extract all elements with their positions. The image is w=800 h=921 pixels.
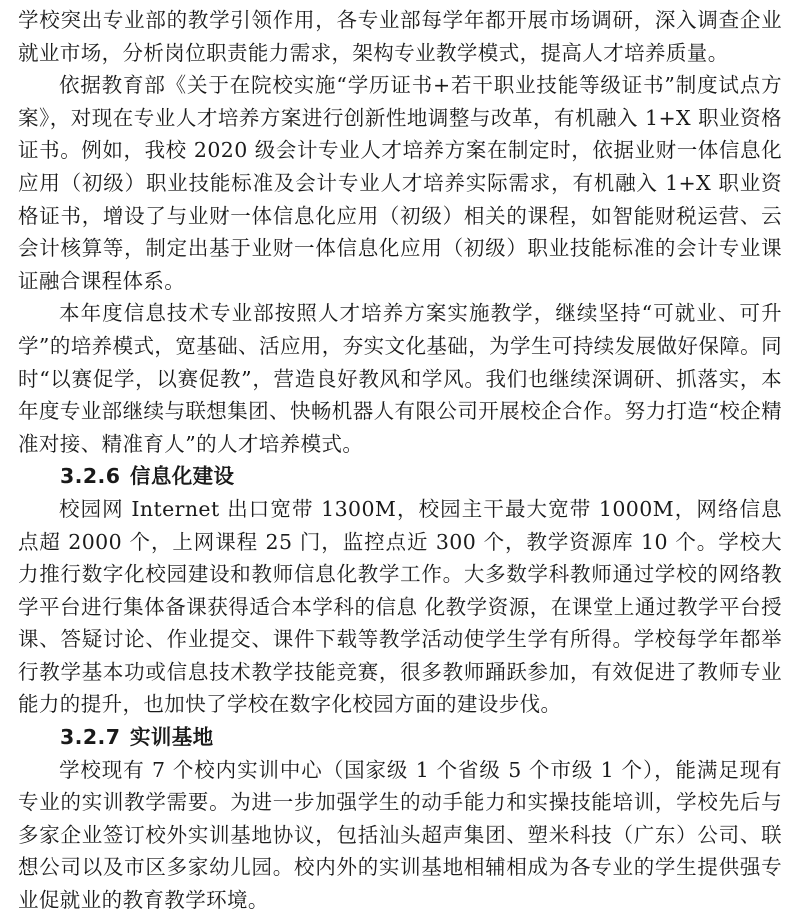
section-number: 3.2.7 (60, 725, 121, 750)
paragraph-it-department: 本年度信息技术专业部按照人才培养方案实施教学，继续坚持“可就业、可升学”的培养模式，宽基础、活应用，夯实文化基础，为学生可持续发展做好保障。同时“以赛促学，以赛促教”，营造良好教风和学风。我们也继续深调研、抓落实，本年度专业部继续与联想集团、快畅机器人有限公司开展校企合作。努力打造“校企精准对接、精准育人”的人才培养模式。 (18, 301, 782, 456)
section-title: 信息化建设 (129, 464, 235, 489)
paragraph-informatization: 校园网 Internet 出口宽带 1300M，校园主干最大宽带 1000M，网络信息点超 2000 个，上网课程 25 门，监控点近 300 个，教学资源库 10 个。学校大力推行数字化校园建设和教师信息化教学工作。大多数学科教师通过学校的网络教学平台进行集体备课获得适合本学科的信息 化教学资源，在课堂上通过教学平台授课、答疑讨论、作业提交、课件下载等教学活动使学生学有所得。学校每学年都举行教学基本功或信息技术教学技能竞赛，很多教师踊跃参加，有效促进了教师专业能力的提升，也加快了学校在数字化校园方面的建设步伐。 (18, 496, 782, 717)
paragraph-intro-continued: 学校突出专业部的教学引领作用，各专业部每学年都开展市场调研，深入调查企业就业市场，分析岗位职责能力需求，架构专业教学模式，提高人才培养质量。 (18, 8, 782, 65)
paragraph-1x-certificate: 依据教育部《关于在院校实施“学历证书+若干职业技能等级证书”制度试点方案》，对现在专业人才培养方案进行创新性地调整与改革，有机融入 1+X 职业资格证书。例如，我校 2020 级会计专业人才培养方案在制定时，依据业财一体信息化应用（初级）职业技能标准及会计专业人才培养实际需求，有机融入 1+X 职业资格证书，增设了与业财一体信息化应用（初级）相关的课程，如智能财税运营、云会计核算等，制定出基于业财一体信息化应用（初级）职业技能标准的会计专业课证融合课程体系。 (18, 73, 782, 293)
paragraph-training-base: 学校现有 7 个校内实训中心（国家级 1 个省级 5 个市级 1 个），能满足现有专业的实训教学需要。为进一步加强学生的动手能力和实操技能培训，学校先后与多家企业签订校外实训基地协议，包括汕头超声集团、塑米科技（广东）公司、联想公司以及市区多家幼儿园。校内外的实训基地相辅相成为各专业的学生提供强专业促就业的教育教学环境。 (18, 757, 782, 913)
section-heading-training-base (18, 721, 782, 754)
section-heading-informatization (18, 460, 782, 493)
section-title: 实训基地 (129, 725, 214, 750)
section-number: 3.2.6 (60, 464, 121, 489)
